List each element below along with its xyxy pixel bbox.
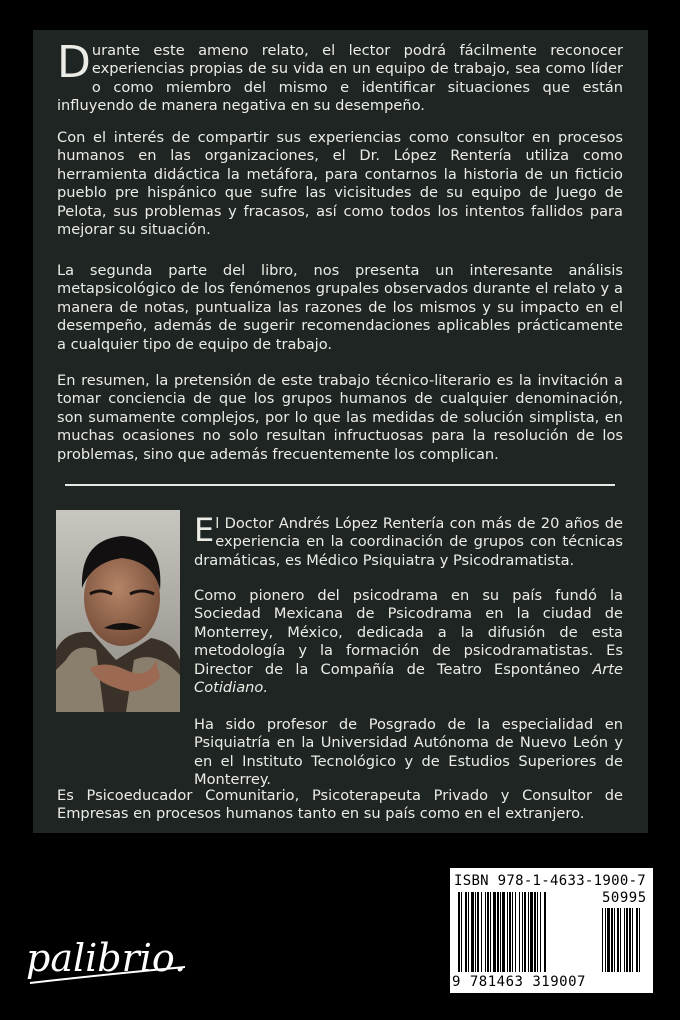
blurb-paragraph-3: La segunda parte del libro, nos presenta un interesante análisis metapsicológico de los fenómenos grupales observados durante el relato y a manera de notas, puntualiza las razones de los mismos y su impacto en el desempeño, además de sugerir recomendaciones aplicables prácticamente a cualquier tipo de equipo de trabajo. [57,262,623,353]
publisher-logo-text: palibrio. [26,936,187,980]
isbn-barcode [450,868,653,993]
bio-paragraph-1: El Doctor Andrés López Rentería con más de 20 años de experiencia en la coordinación de grupos con técnicas dramáticas, es Médico Psiquiatra y Psicodramatista. [194,511,623,569]
blurb-paragraph-1: Durante este ameno relato, el lector podrá fácilmente reconocer experiencias propias de su vida en un equipo de trabajo, sea como líder o como miembro del mismo e identificar situaciones que están influyendo de manera negativa en su desempeño. [57,37,623,115]
bio-paragraph-2: Como pionero del psicodrama en su país fundó la Sociedad Mexicana de Psicodrama en la ciudad de Monterrey, México, dedicada a la difusión de esta metodología y la formación de psicodramatistas. Es Director de la Compañía de Teatro Espontáneo Arte Cotidiano. [194,587,623,697]
barcode-addon: 50995 [602,890,647,906]
isbn-label: ISBN 978-1-4633-1900-7 [454,873,647,889]
blurb-paragraph-4: En resumen, la pretensión de este trabajo técnico-literario es la invitación a tomar conciencia de que los grupos humanos de cualquier denominación, son sumamente complejos, por lo que las medidas de solución simplista, en muchas ocasiones no solo resultan infructuosas para la resolución de los problemas, sino que además frecuentemente los complican. [57,372,623,463]
ean-digits: 9 781463 319007 [452,974,586,990]
publisher-logo [20,925,190,995]
bio-paragraph-4: Es Psicoeducador Comunitario, Psicoterapeuta Privado y Consultor de Empresas en procesos humanos tanto en su país como en el extranjero. [57,787,623,823]
company-name: Arte Cotidiano. [194,660,623,697]
divider-rule [65,484,615,486]
back-cover-panel [33,30,648,833]
author-photo [56,510,180,712]
blurb-paragraph-2: Con el interés de compartir sus experiencias como consultor en procesos humanos en las organizaciones, el Dr. López Rentería utiliza como herramienta didáctica la metáfora, para contarnos la historia de un ficticio pueblo pre hispánico que sufre las vicisitudes de su equipo de Juego de Pelota, sus problemas y fracasos, así como todos los intentos fallidos para mejorar su situación. [57,129,623,239]
bio-paragraph-3: Ha sido profesor de Posgrado de la especialidad en Psiquiatría en la Universidad Autónoma de Nuevo León y en el Instituto Tecnológico y de Estudios Superiores de Monterrey. [194,716,623,789]
bio-drop-cap: E [194,511,215,549]
drop-cap: D [57,37,91,88]
